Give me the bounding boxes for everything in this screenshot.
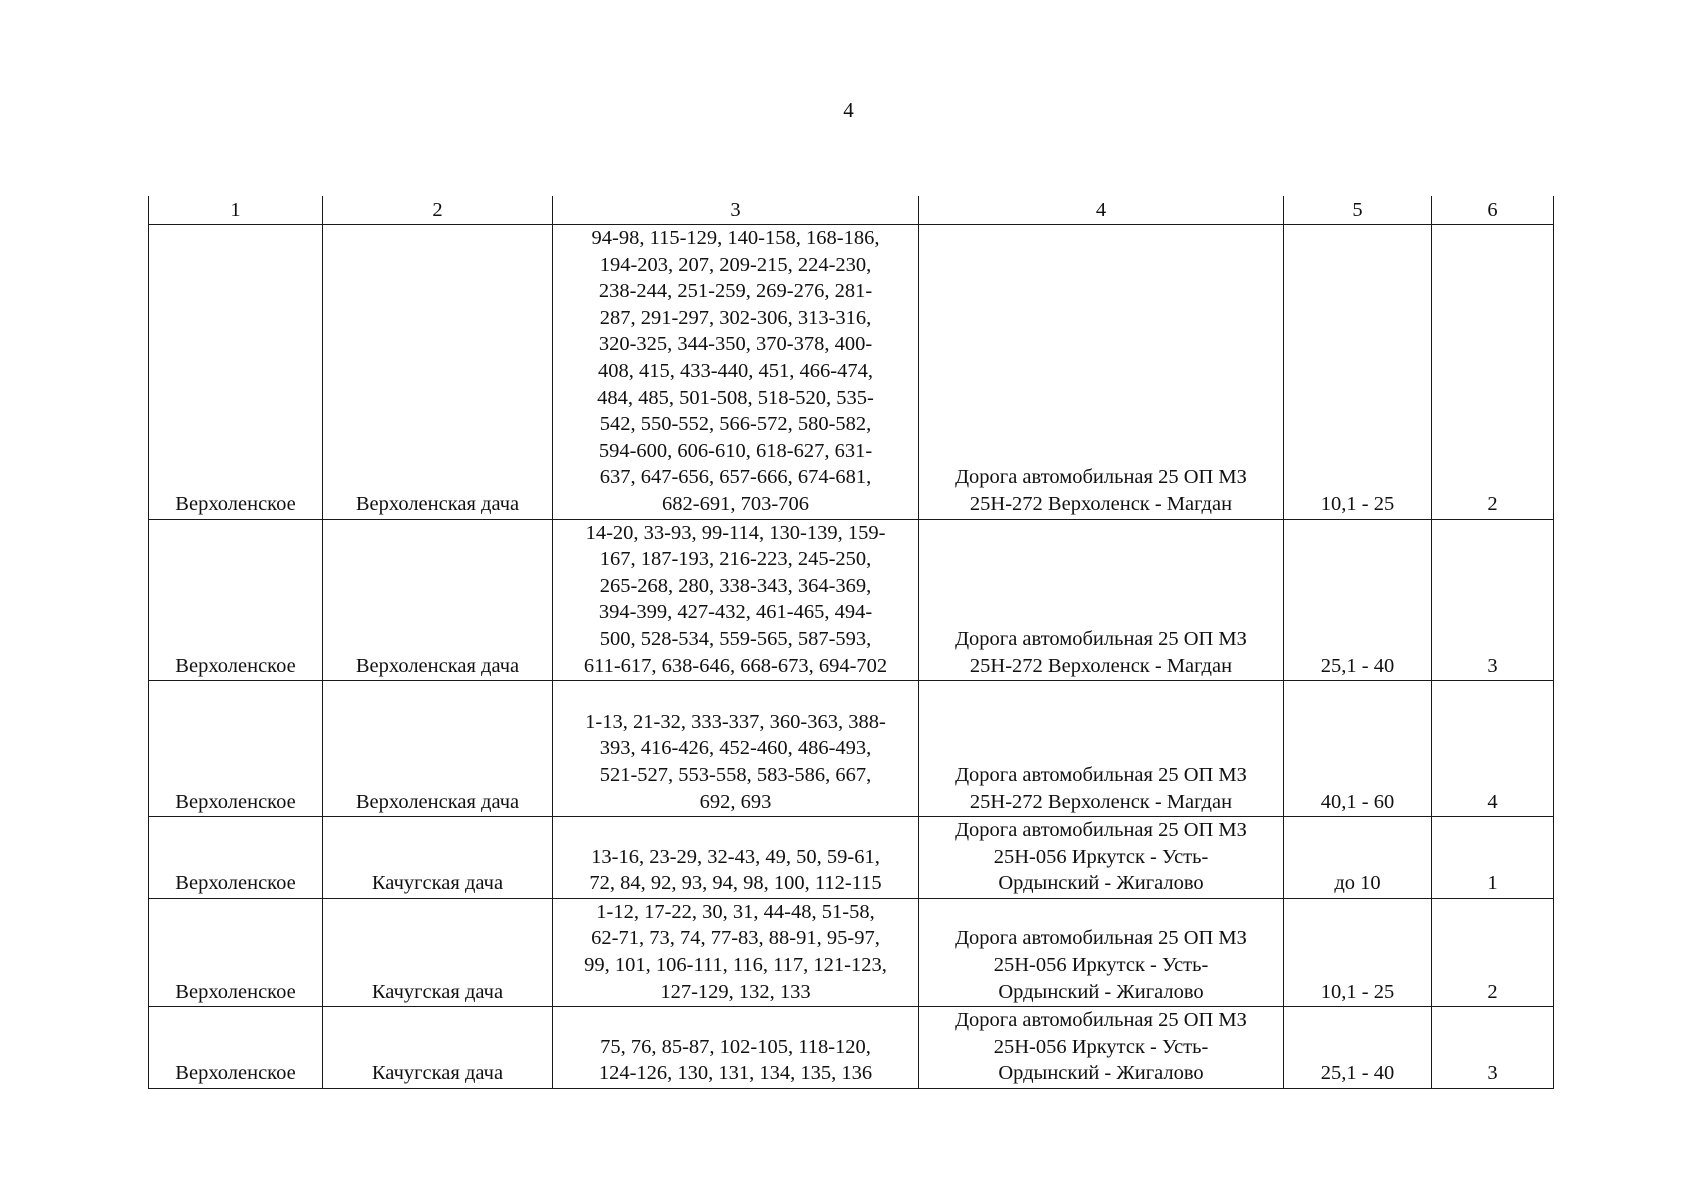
distance-cell: 40,1 - 60 [1284, 681, 1432, 817]
table-row [149, 898, 1554, 1006]
quarters-cell: 1-13, 21-32, 333-337, 360-363, 388- 393, 416-426, 452-460, 486-493, 521-527, 553-558, 583-586, 667, 692, 693 [553, 681, 919, 817]
forest-dacha-cell: Качугская дача [323, 817, 553, 899]
column-header-1: 1 [149, 196, 323, 225]
class-cell: 2 [1432, 225, 1554, 520]
road-cell: Дорога автомобильная 25 ОП МЗ 25Н-056 Иркутск - Усть- Ордынский - Жигалово [919, 817, 1284, 899]
distance-cell: до 10 [1284, 817, 1432, 899]
table-row [149, 817, 1554, 899]
distance-cell: 10,1 - 25 [1284, 898, 1432, 1006]
settlement-cell: Верхоленское [149, 681, 323, 817]
column-header-6: 6 [1432, 196, 1554, 225]
class-cell: 3 [1432, 519, 1554, 681]
road-cell: Дорога автомобильная 25 ОП МЗ 25Н-272 Верхоленск - Магдан [919, 519, 1284, 681]
road-cell: Дорога автомобильная 25 ОП МЗ 25Н-272 Верхоленск - Магдан [919, 681, 1284, 817]
forest-dacha-cell: Качугская дача [323, 898, 553, 1006]
class-cell: 4 [1432, 681, 1554, 817]
column-header-4: 4 [919, 196, 1284, 225]
quarters-cell: 13-16, 23-29, 32-43, 49, 50, 59-61, 72, 84, 92, 93, 94, 98, 100, 112-115 [553, 817, 919, 899]
table-row [149, 225, 1554, 520]
forest-dacha-cell: Верхоленская дача [323, 519, 553, 681]
quarters-cell: 94-98, 115-129, 140-158, 168-186, 194-203, 207, 209-215, 224-230, 238-244, 251-259, 269-276, 281- 287, 291-297, 302-306, 313-316, 320-325, 344-350, 370-378, 400- 408, 415, 433-440, 451, 466-474, 484, 485, 501-508, 518-520, 535- 542, 550-552, 566-572, 580-582, 594-600, 606-610, 618-627, 631- 637, 647-656, 657-666, 674-681, 682-691, 703-706 [553, 225, 919, 520]
forest-dacha-cell: Верхоленская дача [323, 225, 553, 520]
settlement-cell: Верхоленское [149, 519, 323, 681]
quarters-cell: 75, 76, 85-87, 102-105, 118-120, 124-126, 130, 131, 134, 135, 136 [553, 1007, 919, 1089]
table-row [149, 519, 1554, 681]
distance-cell: 25,1 - 40 [1284, 1007, 1432, 1089]
road-cell: Дорога автомобильная 25 ОП МЗ 25Н-272 Верхоленск - Магдан [919, 225, 1284, 520]
settlement-cell: Верхоленское [149, 817, 323, 899]
table-row [149, 681, 1554, 817]
class-cell: 1 [1432, 817, 1554, 899]
forest-zones-table [148, 196, 1554, 1089]
column-header-2: 2 [323, 196, 553, 225]
quarters-cell: 1-12, 17-22, 30, 31, 44-48, 51-58, 62-71, 73, 74, 77-83, 88-91, 95-97, 99, 101, 106-111, 116, 117, 121-123, 127-129, 132, 133 [553, 898, 919, 1006]
page-number: 4 [843, 98, 854, 122]
settlement-cell: Верхоленское [149, 225, 323, 520]
quarters-cell: 14-20, 33-93, 99-114, 130-139, 159- 167, 187-193, 216-223, 245-250, 265-268, 280, 338-343, 364-369, 394-399, 427-432, 461-465, 494- 500, 528-534, 559-565, 587-593, 611-617, 638-646, 668-673, 694-702 [553, 519, 919, 681]
distance-cell: 25,1 - 40 [1284, 519, 1432, 681]
column-header-3: 3 [553, 196, 919, 225]
table-row [149, 1007, 1554, 1089]
class-cell: 3 [1432, 1007, 1554, 1089]
class-cell: 2 [1432, 898, 1554, 1006]
forest-dacha-cell: Верхоленская дача [323, 681, 553, 817]
column-header-5: 5 [1284, 196, 1432, 225]
road-cell: Дорога автомобильная 25 ОП МЗ 25Н-056 Иркутск - Усть- Ордынский - Жигалово [919, 898, 1284, 1006]
forest-dacha-cell: Качугская дача [323, 1007, 553, 1089]
table-header-row [149, 196, 1554, 225]
road-cell: Дорога автомобильная 25 ОП МЗ 25Н-056 Иркутск - Усть- Ордынский - Жигалово [919, 1007, 1284, 1089]
settlement-cell: Верхоленское [149, 898, 323, 1006]
distance-cell: 10,1 - 25 [1284, 225, 1432, 520]
settlement-cell: Верхоленское [149, 1007, 323, 1089]
